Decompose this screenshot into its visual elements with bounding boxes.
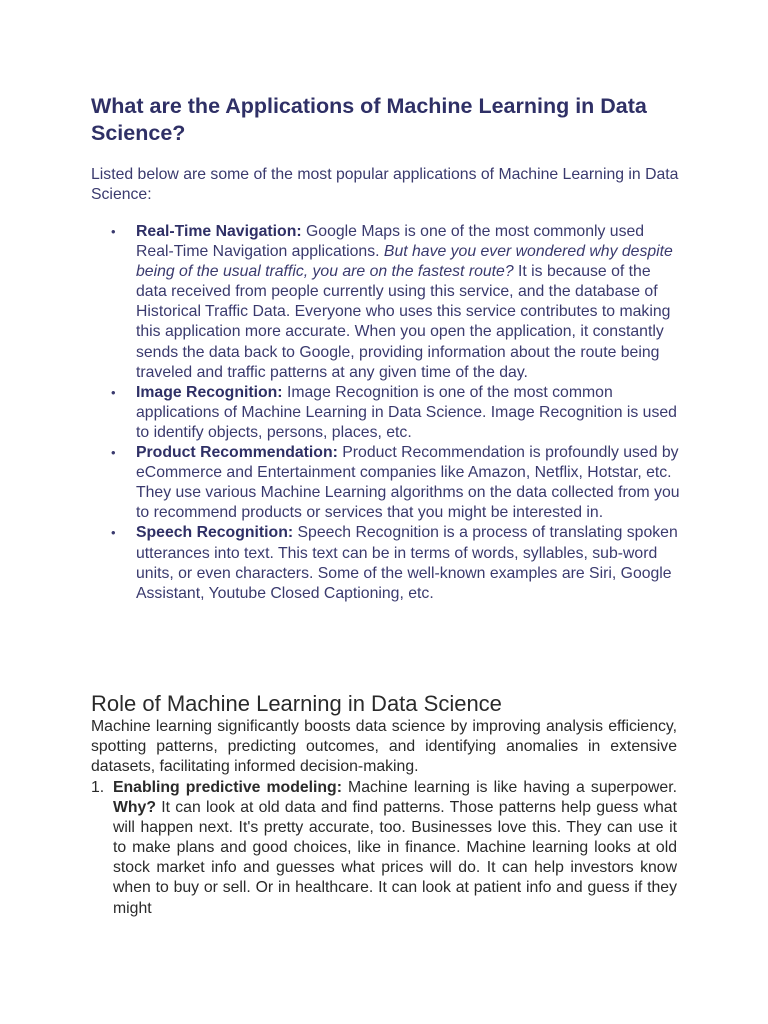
list-item-speech-recognition (91, 523, 681, 603)
section-title-applications: What are the Applications of Machine Learning in Data Science? (91, 94, 647, 145)
item-label: Image Recognition: (136, 383, 283, 401)
item-emphasis: But have you ever wondered why despite being of the usual traffic, you are on the fastest route? (136, 243, 673, 281)
item-label: Product Recommendation: (136, 444, 338, 462)
bullet-icon: • (111, 525, 116, 541)
item-text-continued: It can look at old data and find patterns. Those patterns help guess what will happen next. It's pretty accurate, too. Businesses love this. They can use it to make plans and good choices, like in finance. Machine learning looks at old stock market info and guesses what prices will do. It can help investors know when to buy or sell. Or in healthcare. It can look at patient info and guess if they might (113, 799, 677, 917)
item-text-continued: It is because of the data received from people currently using this service, and the database of Historical Traffic Data. Everyone who uses this service contributes to making this application more accurate. When you open the application, it constantly sends the data back to Google, providing information about the route being traveled and traffic patterns at any given time of the day. (136, 263, 671, 381)
applications-list (91, 222, 681, 604)
section-title-role: Role of Machine Learning in Data Science (91, 691, 502, 716)
bullet-icon: • (111, 384, 116, 400)
bullet-icon: • (111, 445, 116, 461)
item-text: Google Maps is one of the most commonly used Real-Time Navigation applications. (136, 223, 645, 261)
list-item-image-recognition (91, 383, 681, 443)
item-label: Speech Recognition: (136, 524, 294, 542)
item-text: Machine learning is like having a superpower. (341, 779, 677, 796)
list-item-predictive-modeling (91, 778, 677, 919)
item-text: Speech Recognition is a process of translating spoken utterances into text. This text can be in terms of words, syllables, sub-word units, or even characters. Some of the well-known examples are Siri, Google Assistant, Youtube Closed Captioning, etc. (136, 524, 678, 602)
item-text: Product Recommendation is profoundly used by eCommerce and Entertainment companies like Amazon, Netflix, Hotstar, etc. They use various Machine Learning algorithms on the data collected from you to recommend products or services that you might be interested in. (136, 444, 680, 522)
item-label: Enabling predictive modeling: (113, 779, 342, 796)
item-label-why: Why? (113, 799, 156, 817)
role-intro: Machine learning significantly boosts data science by improving analysis efficiency, spotting patterns, predicting outcomes, and identifying anomalies in extensive datasets, facilitating informed decision-making. (91, 718, 677, 775)
role-list (91, 778, 677, 919)
list-item-real-time-navigation (91, 222, 681, 383)
bullet-icon: • (111, 224, 116, 239)
list-number: 1. (91, 779, 105, 796)
item-label: Real-Time Navigation: (136, 223, 302, 240)
item-text: Image Recognition is one of the most common applications of Machine Learning in Data Science. Image Recognition is used to identify objects, persons, places, etc. (136, 383, 677, 441)
applications-intro: Listed below are some of the most popular applications of Machine Learning in Data Science: (91, 166, 679, 203)
list-item-product-recommendation (91, 443, 681, 523)
